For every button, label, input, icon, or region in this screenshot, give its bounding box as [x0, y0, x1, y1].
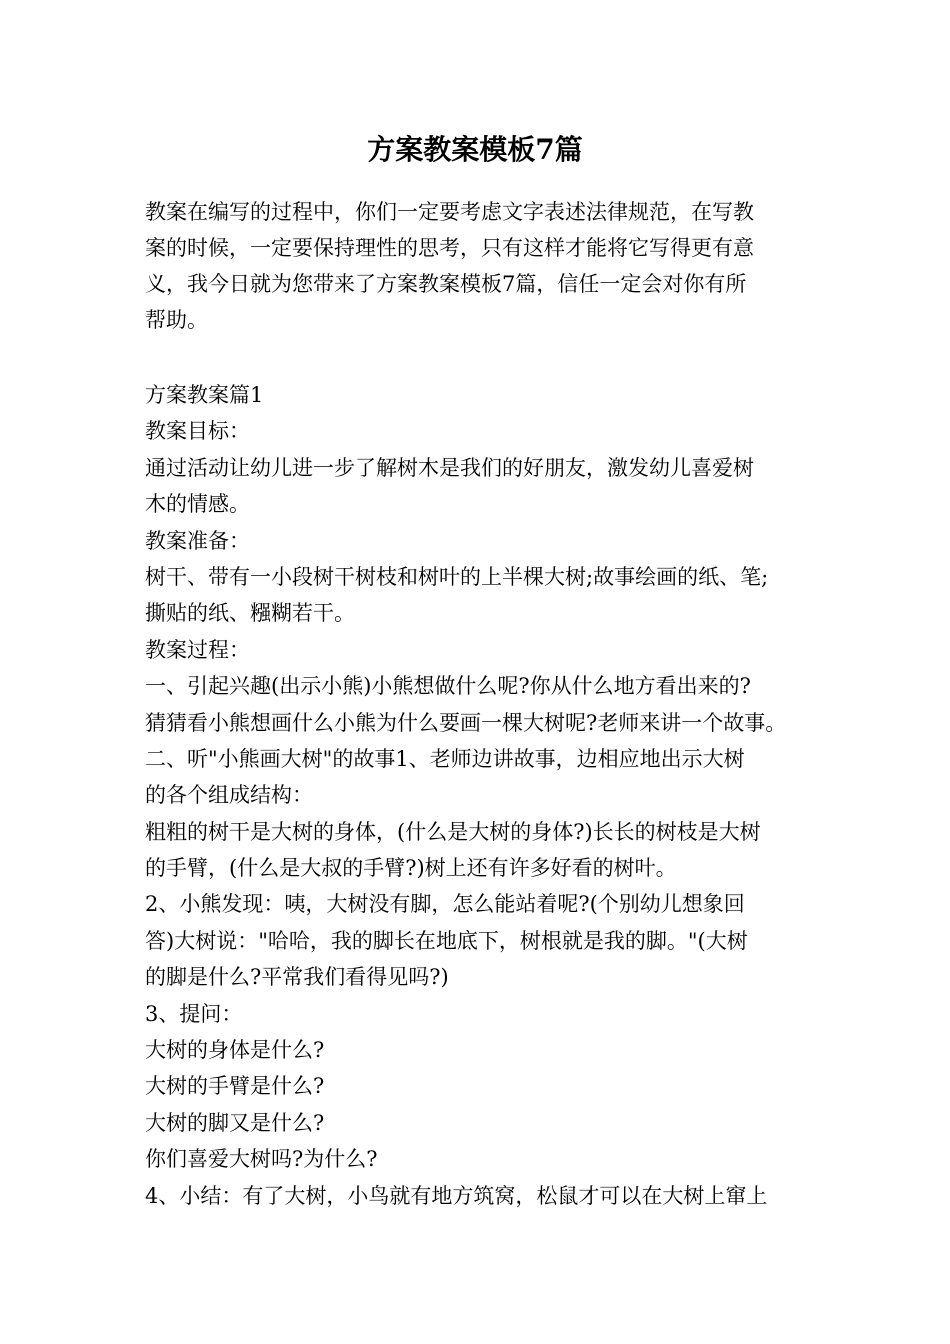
- subheading-preparation: 教案准备：: [145, 528, 250, 553]
- subheading-goals: 教案目标：: [145, 419, 250, 444]
- body-line: 一、引起兴趣(出示小熊)小熊想做什么呢?你从什么地方看出来的?: [145, 674, 751, 699]
- lesson-plan-body: [145, 377, 825, 1214]
- body-line: 树干、带有一小段树干树枝和树叶的上半棵大树;故事绘画的纸、笔;: [145, 564, 769, 589]
- body-line: 木的情感。: [145, 492, 250, 517]
- body-line: 3、提问：: [145, 1001, 243, 1026]
- body-line: 二、听"小熊画大树"的故事1、老师边讲故事，边相应地出示大树: [145, 746, 745, 771]
- document-title: 方案教案模板7篇: [367, 133, 583, 166]
- intro-paragraph: [145, 194, 811, 338]
- body-line: 通过活动让幼儿进一步了解树木是我们的好朋友，激发幼儿喜爱树: [145, 455, 754, 480]
- intro-line: 帮助。: [145, 308, 208, 332]
- intro-line: 案的时候，一定要保持理性的思考，只有这样才能将它写得更有意: [145, 236, 754, 260]
- question-line: 大树的脚又是什么?: [145, 1110, 325, 1135]
- body-line: 的各个组成结构：: [145, 783, 313, 808]
- body-line: 猜猜看小熊想画什么小熊为什么要画一棵大树呢?老师来讲一个故事。: [145, 710, 787, 735]
- body-line: 的手臂，(什么是大叔的手臂?)树上还有许多好看的树叶。: [145, 856, 677, 881]
- body-line: 4、小结：有了大树，小鸟就有地方筑窝，松鼠才可以在大树上窜上: [145, 1183, 768, 1208]
- body-line: 粗粗的树干是大树的身体，(什么是大树的身体?)长长的树枝是大树: [145, 819, 761, 844]
- body-line: 的脚是什么?平常我们看得见吗?): [145, 965, 449, 990]
- body-line: 2、小熊发现：咦，大树没有脚，怎么能站着呢?(个别幼儿想象回: [145, 892, 745, 917]
- body-line: 答)大树说："哈哈，我的脚长在地底下，树根就是我的脚。"(大树: [145, 928, 748, 953]
- question-line: 大树的手臂是什么?: [145, 1074, 325, 1099]
- subheading-process: 教案过程：: [145, 637, 250, 662]
- question-line: 大树的身体是什么?: [145, 1038, 325, 1063]
- intro-line: 义，我今日就为您带来了方案教案模板7篇，信任一定会对你有所: [145, 272, 747, 296]
- body-line: 撕贴的纸、糨糊若干。: [145, 601, 355, 626]
- intro-line: 教案在编写的过程中，你们一定要考虑文字表述法律规范，在写教: [145, 200, 754, 224]
- question-line: 你们喜爱大树吗?为什么?: [145, 1147, 378, 1172]
- section-heading: 方案教案篇1: [145, 383, 264, 407]
